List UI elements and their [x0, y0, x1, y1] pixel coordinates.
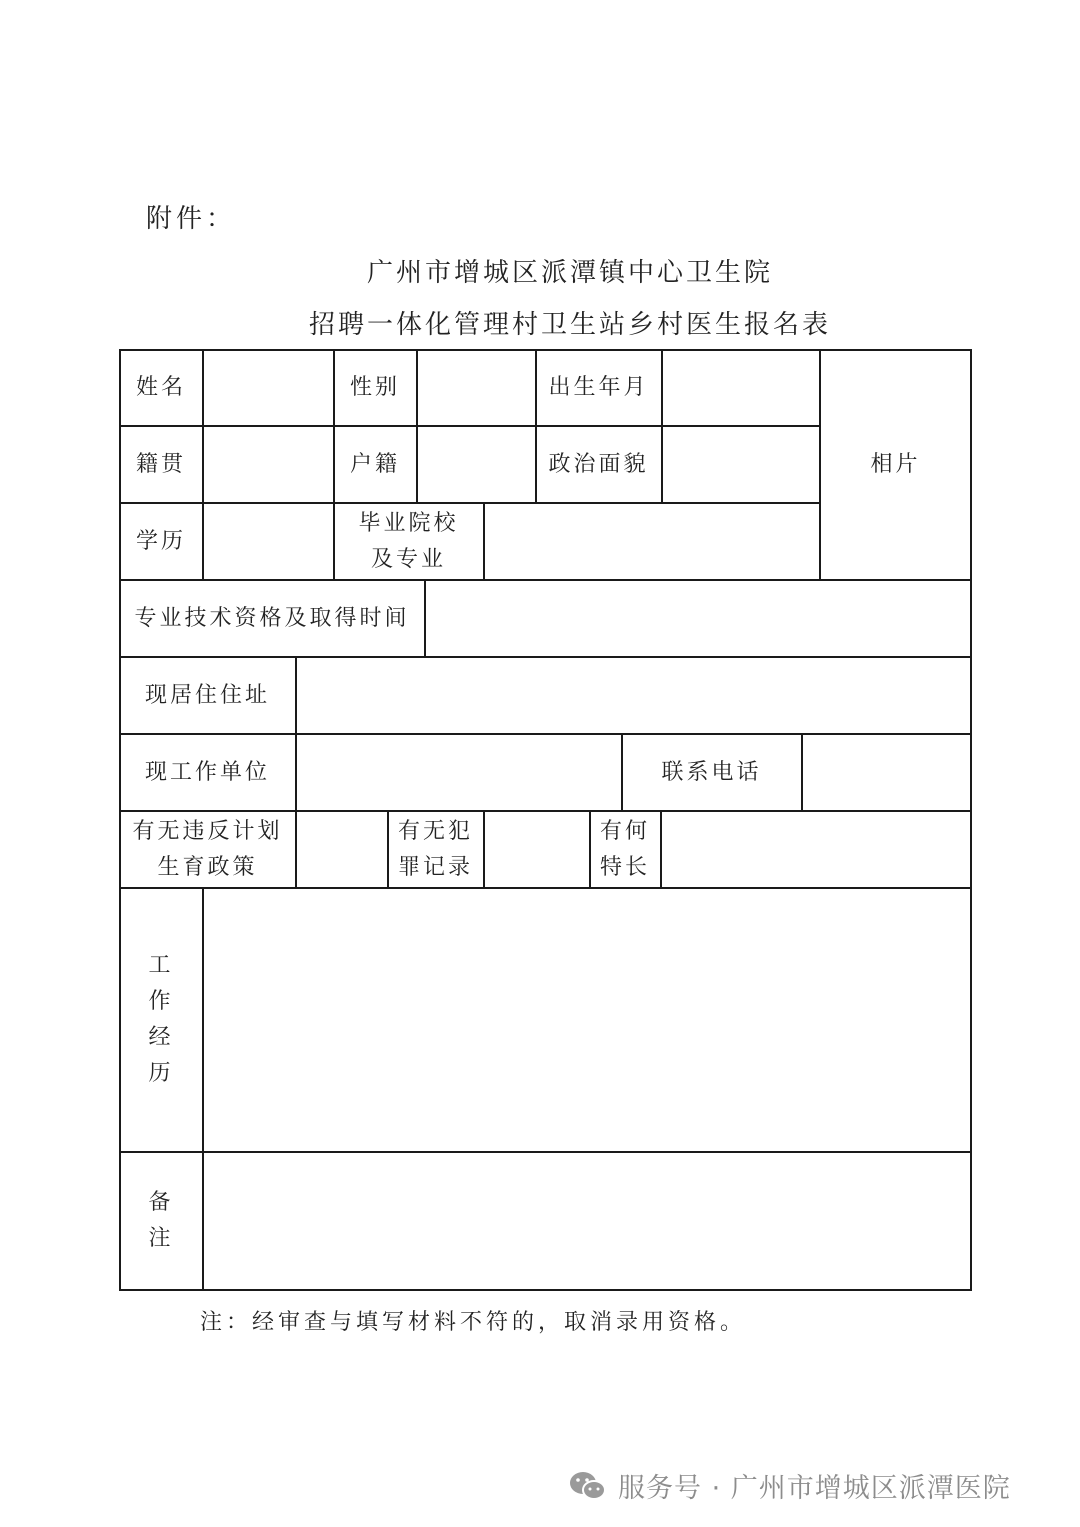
footer-watermark — [568, 1466, 1011, 1505]
education-field[interactable] — [204, 503, 333, 580]
form-title-line1: 广州市增城区派潭镇中心卫生院 — [366, 258, 773, 288]
wechat-icon — [568, 1469, 608, 1503]
remarks-field[interactable] — [204, 1152, 970, 1289]
form-note: 注：经审查与填写材料不符的，取消录用资格。 — [200, 1310, 747, 1335]
employer-label: 现工作单位 — [144, 759, 270, 785]
criminal-record-field[interactable] — [485, 811, 589, 888]
work-history-label: 工作经历 — [148, 952, 174, 1086]
name-label: 姓名 — [135, 374, 186, 400]
address-field[interactable] — [297, 657, 970, 734]
education-label: 学历 — [135, 528, 186, 554]
hukou-field[interactable] — [417, 426, 535, 503]
school-major-field[interactable] — [485, 503, 819, 580]
qualification-label: 专业技术资格及取得时间 — [134, 605, 410, 631]
attachment-label: 附件： — [146, 204, 237, 234]
family-planning-field[interactable] — [297, 811, 387, 888]
political-status-field[interactable] — [662, 426, 819, 503]
native-place-field[interactable] — [204, 426, 333, 503]
employer-field[interactable] — [297, 734, 621, 811]
criminal-record-label: 有无犯 罪记录 — [397, 818, 473, 880]
native-place-label: 籍贯 — [135, 451, 186, 477]
family-planning-label: 有无违反计划 生育政策 — [132, 818, 283, 880]
political-status-label: 政治面貌 — [548, 451, 649, 477]
registration-form-table — [119, 349, 972, 1291]
specialty-field[interactable] — [662, 811, 970, 888]
form-title-line2: 招聘一体化管理村卫生站乡村医生报名表 — [308, 310, 831, 340]
work-history-field[interactable] — [204, 888, 970, 1151]
photo-box[interactable]: 相片 — [870, 451, 921, 477]
gender-field[interactable] — [417, 349, 535, 426]
table-border-bottom — [119, 1289, 972, 1291]
name-field[interactable] — [204, 349, 333, 426]
hukou-label: 户籍 — [349, 451, 400, 477]
specialty-label: 有何 特长 — [599, 818, 650, 880]
gender-label: 性别 — [349, 374, 400, 400]
remarks-label: 备注 — [148, 1189, 174, 1251]
address-label: 现居住住址 — [144, 682, 270, 708]
phone-label: 联系电话 — [661, 759, 762, 785]
birth-date-field[interactable] — [662, 349, 819, 426]
birth-date-label: 出生年月 — [548, 374, 649, 400]
footer-text: 服务号 · 广州市增城区派潭医院 — [618, 1473, 1011, 1504]
phone-field[interactable] — [803, 734, 970, 811]
school-major-label: 毕业院校 及专业 — [358, 510, 459, 572]
qualification-field[interactable] — [426, 580, 970, 657]
